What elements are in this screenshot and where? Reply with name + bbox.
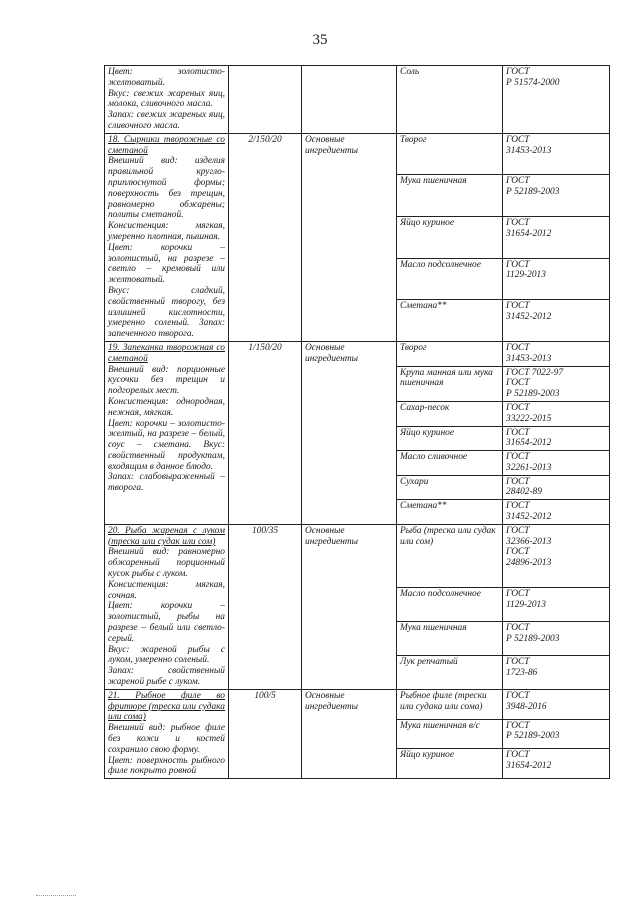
- dish-description-line: Вкус: сладкий, свойственный творогу, без излишней кислотности, умеренно соленый. Запах: запеченного творога.: [108, 285, 225, 340]
- ingredient-name-cell: [397, 341, 503, 366]
- scan-artifact: [36, 895, 76, 898]
- dish-description-line: Консистенция: мягкая, умеренно плотная, пышная.: [108, 221, 225, 242]
- gost-standard: ГОСТ: [506, 259, 530, 270]
- gost-standard: Р 52189-2003: [506, 389, 560, 400]
- dish-description-cell: [105, 133, 229, 341]
- table-row: [105, 689, 610, 719]
- portion-cell: 2/150/20: [229, 133, 302, 341]
- gost-standard: 3948-2016: [506, 701, 547, 712]
- ingredient-name: Рыбное филе (трески или судака или сома): [400, 690, 487, 712]
- gost-standard: 1723-86: [506, 667, 538, 678]
- gost-standard: ГОСТ: [506, 657, 530, 667]
- dish-description-line: Цвет: поверхность рыбного филе покрыто ровной: [108, 755, 225, 777]
- gost-standard: 33222-2015: [506, 413, 552, 424]
- ingredient-group-cell: Основные ингредиенты: [302, 341, 397, 524]
- ingredient-name: Рыба (треска или судак или сом): [400, 525, 496, 547]
- gost-standard: 1129-2013: [506, 600, 546, 611]
- gost-cell: [503, 258, 610, 300]
- gost-standard: 24896-2013: [506, 558, 552, 569]
- table-row: [105, 341, 610, 366]
- gost-standard: ГОСТ: [506, 176, 530, 187]
- ingredient-name: Творог: [400, 342, 427, 353]
- gost-standard: 31654-2012: [506, 438, 552, 449]
- ingredient-name: Масло подсолнечное: [400, 589, 481, 600]
- gost-standard: 31453-2013: [506, 145, 552, 156]
- ingredient-name-cell: [397, 217, 503, 259]
- gost-standard: ГОСТ: [506, 690, 530, 701]
- portion-cell: 1/150/20: [229, 341, 302, 524]
- dish-description-line: Цвет: корочки – золотисто-желтый, на разрезе – белый, соус – сметана. Вкус: свойственный продуктам, входящим в данное блюдо.: [108, 418, 225, 472]
- ingredient-name-cell: [397, 622, 503, 656]
- gost-standard: ГОСТ: [506, 342, 530, 353]
- gost-standard: ГОСТ: [506, 452, 530, 463]
- ingredient-name: Сметана**: [400, 301, 447, 312]
- dish-description-line: Запах: слабовыраженный – творога.: [108, 472, 225, 494]
- gost-cell: [503, 622, 610, 656]
- gost-standard: ГОСТ: [506, 623, 530, 634]
- dish-description-line: Вкус: жареной рыбы с луком, умеренно соленый.: [108, 644, 225, 666]
- ingredient-name: Масло подсолнечное: [400, 259, 481, 270]
- gost-cell: [503, 175, 610, 217]
- dish-title: 21. Рыбное филе во фритюре (треска или судака или сома): [108, 690, 225, 723]
- gost-standard: ГОСТ: [506, 218, 530, 229]
- ingredient-name: Мука пшеничная в/с: [400, 720, 480, 731]
- ingredient-name-cell: [397, 133, 503, 175]
- ingredient-name: Творог: [400, 134, 427, 145]
- ingredient-name: Соль: [400, 67, 420, 77]
- dish-title: 20. Рыба жареная с луком (треска или судак или сом): [108, 525, 225, 547]
- gost-cell: [503, 749, 610, 779]
- ingredient-name-cell: [397, 175, 503, 217]
- gost-standard: Р 51574-2000: [506, 77, 560, 88]
- ingredient-name-cell: [397, 749, 503, 779]
- gost-standard: ГОСТ: [506, 427, 530, 438]
- ingredient-name-cell: [397, 426, 503, 451]
- ingredient-group-cell: [302, 66, 397, 134]
- ingredient-name-cell: [397, 524, 503, 588]
- gost-cell: [503, 341, 610, 366]
- dish-description-line: Внешний вид: равномерно обжаренный порционный кусок рыбы с луком.: [108, 547, 225, 580]
- gost-standard: ГОСТ: [506, 750, 530, 761]
- ingredient-name: Сухари: [400, 476, 429, 487]
- page-number: 35: [312, 32, 328, 48]
- dish-description-line: Цвет: корочки – золотистый, на разрезе – светло – кремовый или желтоватый.: [108, 242, 225, 286]
- gost-cell: [503, 524, 610, 588]
- gost-standard: ГОСТ: [506, 67, 530, 77]
- portion-cell: 100/35: [229, 524, 302, 689]
- gost-standard: 32261-2013: [506, 462, 552, 473]
- ingredient-name: Яйцо куриное: [400, 750, 454, 761]
- ingredient-name-cell: [397, 366, 503, 401]
- ingredient-name: Яйцо куриное: [400, 218, 454, 229]
- dish-description-line: Внешний вид: изделия правильной кругло-приплюснутой формы; поверхность без трещин, равномерно обжарены; политы сметаной.: [108, 156, 225, 221]
- dish-description-cell: [105, 341, 229, 524]
- portion-cell: [229, 66, 302, 134]
- ingredient-name: Яйцо куриное: [400, 427, 454, 438]
- ingredient-name-cell: [397, 66, 503, 134]
- dish-description-cell: [105, 689, 229, 778]
- dish-description-cell: [105, 66, 229, 134]
- gost-standard: ГОСТ: [506, 720, 530, 731]
- ingredient-name-cell: [397, 689, 503, 719]
- gost-standard: 28402-89: [506, 487, 542, 498]
- ingredient-name: Мука пшеничная: [400, 176, 467, 187]
- gost-cell: [503, 401, 610, 426]
- product-spec-table: [104, 65, 610, 779]
- gost-standard: ГОСТ: [506, 589, 530, 600]
- gost-standard: 31654-2012: [506, 228, 552, 239]
- ingredient-name: Лук репчатый: [400, 657, 458, 667]
- gost-cell: [503, 300, 610, 342]
- gost-standard: ГОСТ 7022-97: [506, 367, 564, 378]
- ingredient-name-cell: [397, 475, 503, 500]
- gost-standard: ГОСТ: [506, 402, 530, 413]
- gost-standard: 31452-2012: [506, 312, 552, 323]
- dish-description-line: Консистенция: однородная, нежная, мягкая.: [108, 396, 225, 418]
- gost-cell: [503, 66, 610, 134]
- dish-description-cell: [105, 524, 229, 689]
- gost-standard: 31453-2013: [506, 353, 552, 364]
- gost-cell: [503, 500, 610, 525]
- gost-cell: [503, 426, 610, 451]
- ingredient-name: Мука пшеничная: [400, 623, 467, 634]
- dish-description-line: Вкус: свежих жареных яиц, молока, сливочного масла.: [108, 88, 225, 110]
- ingredient-name-cell: [397, 656, 503, 690]
- ingredient-name-cell: [397, 300, 503, 342]
- gost-standard: ГОСТ: [506, 378, 530, 389]
- ingredient-name-cell: [397, 451, 503, 476]
- gost-cell: [503, 366, 610, 401]
- gost-standard: 31452-2012: [506, 512, 552, 523]
- dish-description-line: Внешний вид: рыбное филе без кожи и костей сохранило свою форму.: [108, 723, 225, 755]
- ingredient-group-cell: Основные ингредиенты: [302, 133, 397, 341]
- dish-title: 18. Сырники творожные со сметаной: [108, 134, 225, 156]
- ingredient-group-cell: Основные ингредиенты: [302, 689, 397, 778]
- gost-standard: ГОСТ: [506, 476, 530, 487]
- gost-standard: Р 52189-2003: [506, 633, 560, 644]
- ingredient-group-cell: Основные ингредиенты: [302, 524, 397, 689]
- ingredient-name-cell: [397, 588, 503, 622]
- dish-description-line: Цвет: корочки – золотистый, рыбы на разрезе – белый или светло-серый.: [108, 601, 225, 644]
- dish-description-line: Запах: свойственный жареной рыбе с луком.: [108, 666, 225, 688]
- gost-standard: ГОСТ: [506, 501, 530, 512]
- ingredient-name: Сахар-песок: [400, 402, 450, 413]
- ingredient-name-cell: [397, 719, 503, 749]
- ingredient-name: Сметана**: [400, 501, 447, 512]
- gost-standard: ГОСТ: [506, 525, 530, 536]
- dish-description-line: Цвет: золотисто-желтоватый.: [108, 67, 225, 88]
- table-row: [105, 66, 610, 134]
- gost-standard: ГОСТ: [506, 547, 530, 558]
- table-row: [105, 133, 610, 175]
- gost-cell: [503, 588, 610, 622]
- gost-cell: [503, 133, 610, 175]
- gost-cell: [503, 689, 610, 719]
- ingredient-name: Масло сливочное: [400, 452, 468, 463]
- gost-standard: ГОСТ: [506, 301, 530, 312]
- ingredient-name-cell: [397, 500, 503, 525]
- dish-title: 19. Запеканка творожная со сметаной: [108, 342, 225, 364]
- gost-cell: [503, 475, 610, 500]
- dish-description-line: Внешний вид: порционные кусочки без трещин и подгорелых мест.: [108, 364, 225, 397]
- gost-standard: 1129-2013: [506, 270, 546, 281]
- gost-cell: [503, 719, 610, 749]
- gost-standard: 31654-2012: [506, 761, 552, 772]
- ingredient-name-cell: [397, 258, 503, 300]
- table-row: [105, 524, 610, 588]
- gost-cell: [503, 217, 610, 259]
- gost-standard: Р 52189-2003: [506, 187, 560, 198]
- ingredient-name-cell: [397, 401, 503, 426]
- gost-cell: [503, 656, 610, 690]
- dish-description-line: Запах: свежих жареных яиц, сливочного масла.: [108, 110, 225, 131]
- gost-cell: [503, 451, 610, 476]
- dish-description-line: Консистенция: мягкая, сочная.: [108, 579, 225, 601]
- ingredient-name: Крупа манная или мука пшеничная: [400, 367, 493, 389]
- gost-standard: Р 52189-2003: [506, 731, 560, 742]
- gost-standard: 32366-2013: [506, 536, 552, 547]
- portion-cell: 100/5: [229, 689, 302, 778]
- gost-standard: ГОСТ: [506, 134, 530, 145]
